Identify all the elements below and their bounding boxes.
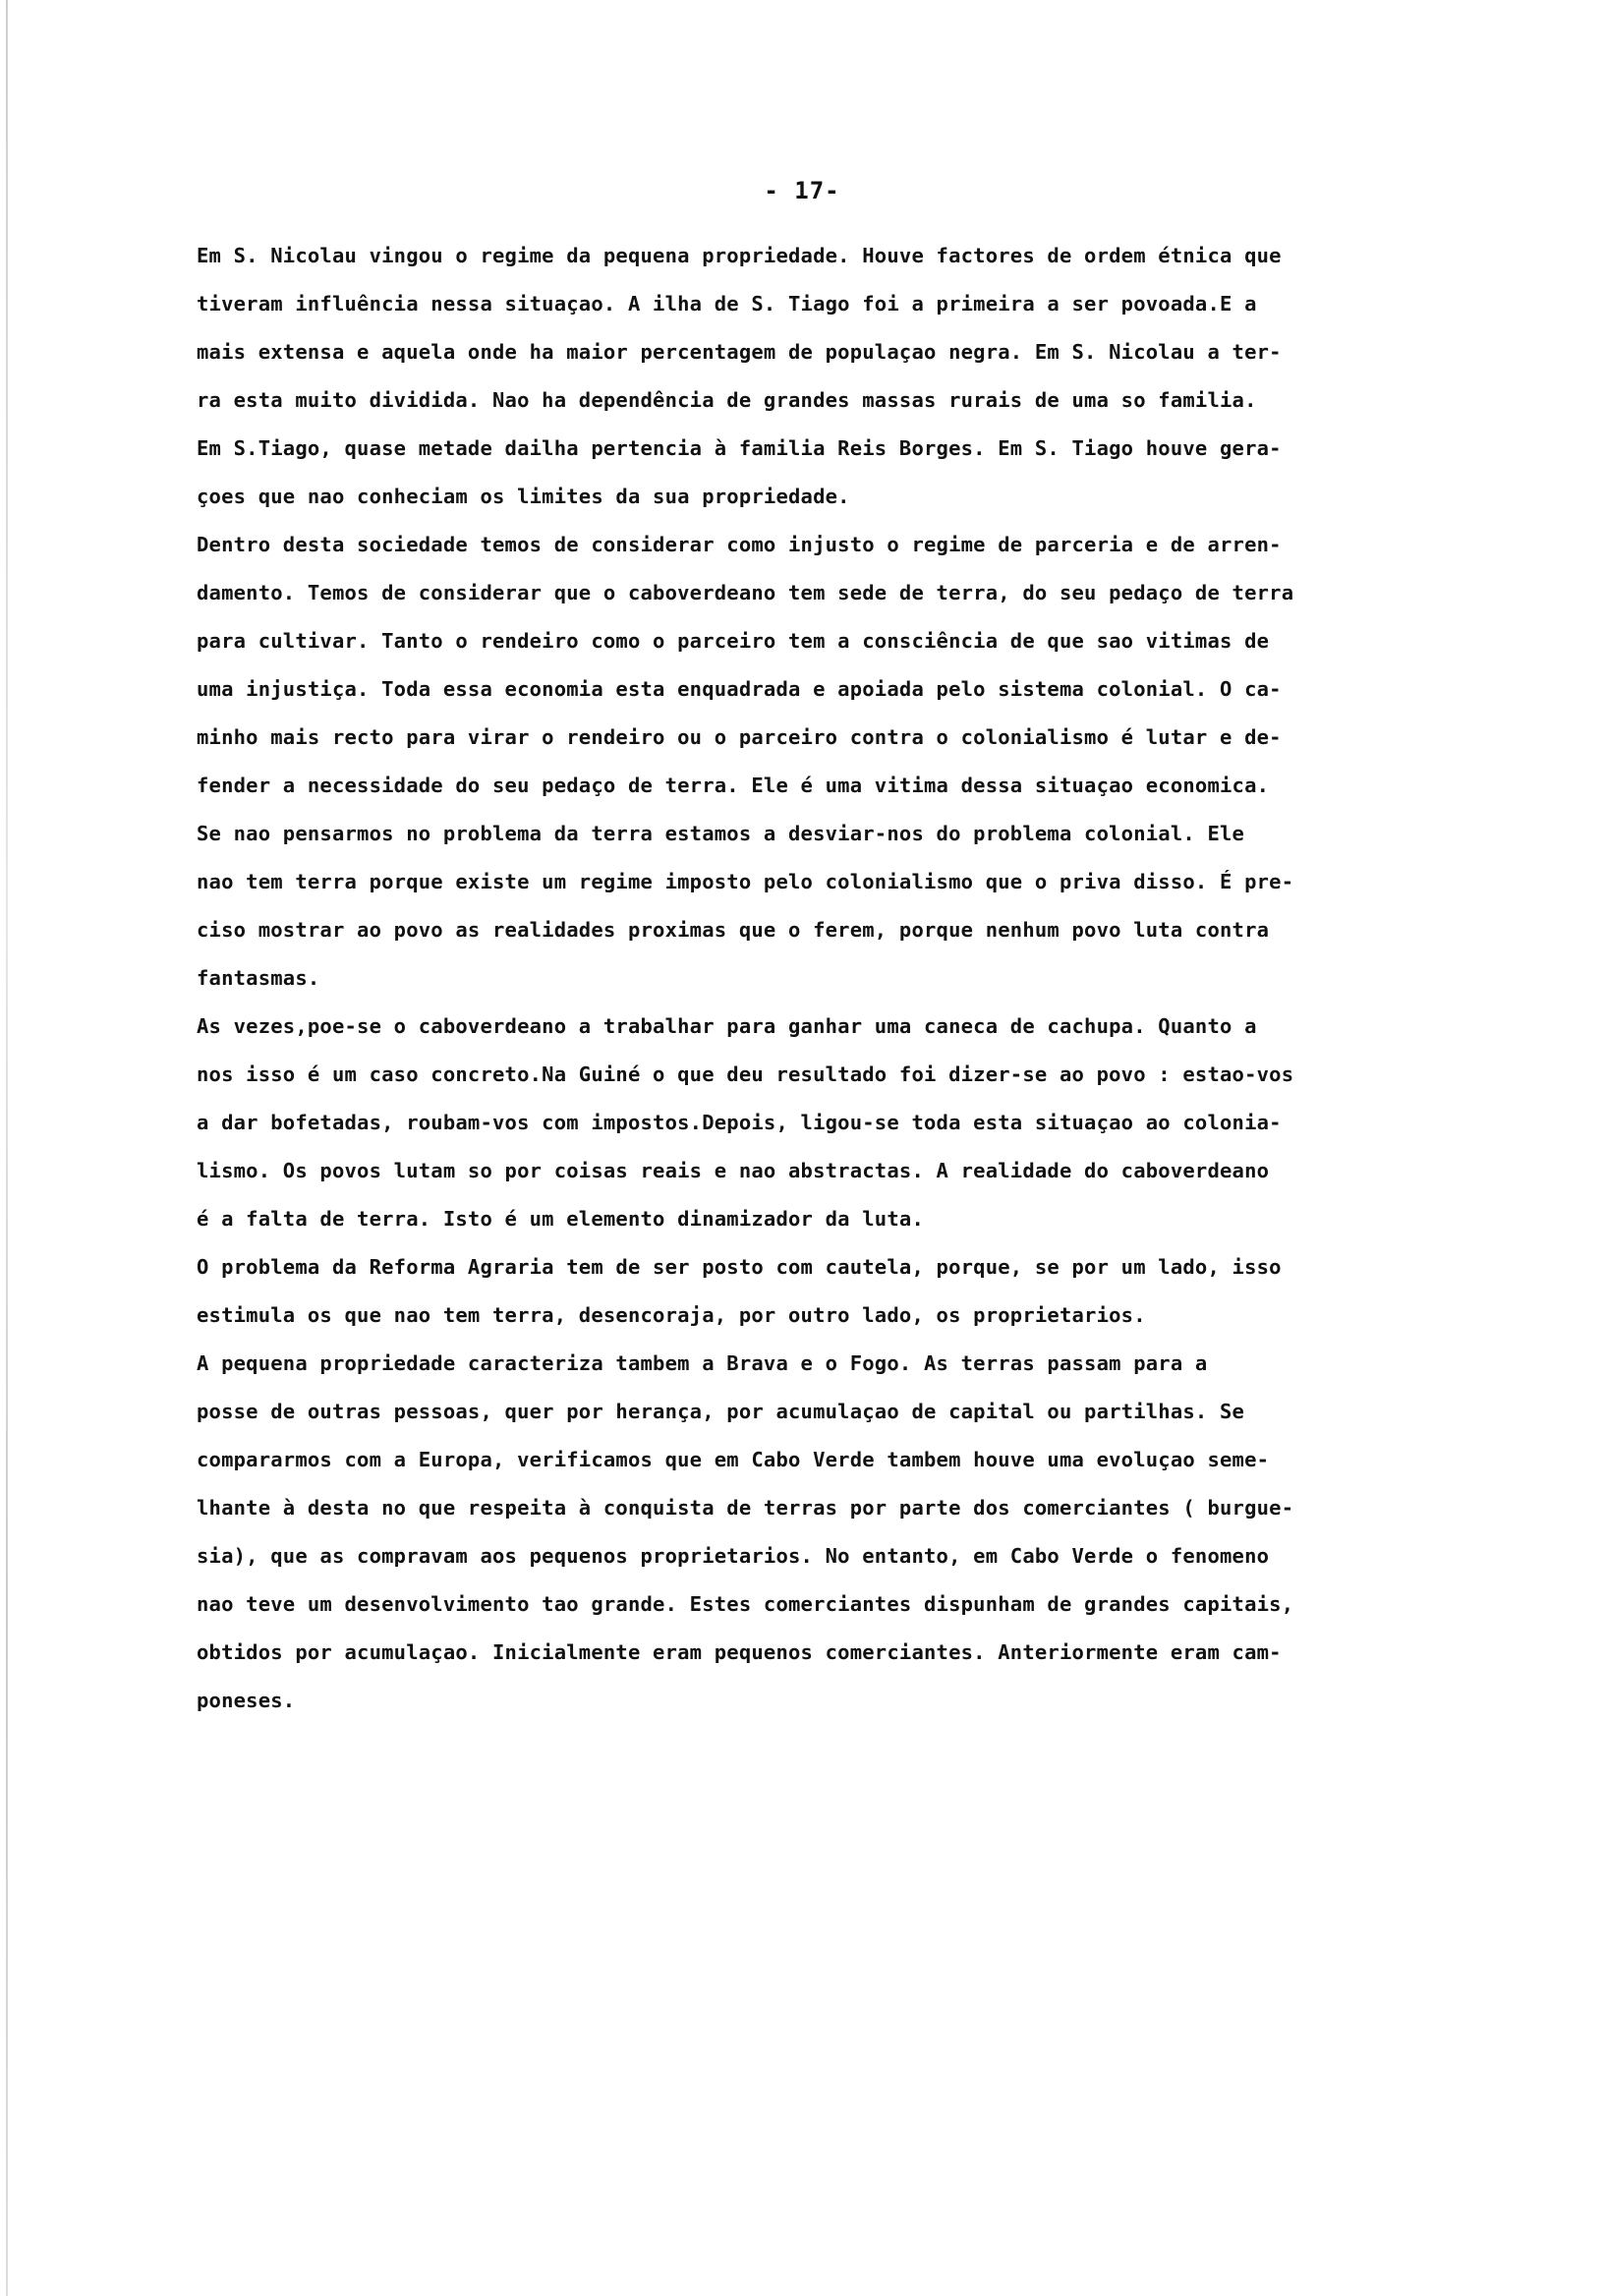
text-line: ra esta muito dividida. Nao ha dependência de grandes massas rurais de uma so familia. — [197, 388, 1257, 412]
text-line: Em S. Nicolau vingou o regime da pequena propriedade. Houve factores de ordem étnica que — [197, 244, 1282, 267]
text-line: çoes que nao conheciam os limites da sua propriedade. — [197, 485, 850, 508]
text-line: nos isso é um caso concreto.Na Guiné o que deu resultado foi dizer-se ao povo : estao-vos — [197, 1062, 1294, 1086]
text-line: A pequena propriedade caracteriza tambem a Brava e o Fogo. As terras passam para a — [197, 1351, 1208, 1375]
text-line: lismo. Os povos lutam so por coisas reais e nao abstractas. A realidade do caboverdeano — [197, 1159, 1270, 1182]
text-line: nao teve um desenvolvimento tao grande. Estes comerciantes dispunham de grandes capitais, — [197, 1592, 1294, 1616]
text-line: ciso mostrar ao povo as realidades proximas que o ferem, porque nenhum povo luta contra — [197, 918, 1270, 942]
text-line: sia), que as compravam aos pequenos proprietarios. No entanto, em Cabo Verde o fenomeno — [197, 1544, 1270, 1568]
text-line: estimula os que nao tem terra, desencoraja, por outro lado, os proprietarios. — [197, 1303, 1146, 1327]
text-line: mais extensa e aquela onde ha maior percentagem de populaçao negra. Em S. Nicolau a ter- — [197, 340, 1282, 364]
text-line: minho mais recto para virar o rendeiro ou o parceiro contra o colonialismo é lutar e de- — [197, 725, 1282, 749]
body-text — [197, 243, 1563, 1736]
text-line: nao tem terra porque existe um regime imposto pelo colonialismo que o priva disso. É pre- — [197, 870, 1294, 893]
scan-edge — [6, 0, 8, 2296]
text-line: damento. Temos de considerar que o caboverdeano tem sede de terra, do seu pedaço de terra — [197, 581, 1294, 604]
text-line: Dentro desta sociedade temos de considerar como injusto o regime de parceria e de arren- — [197, 533, 1282, 556]
text-line: O problema da Reforma Agraria tem de ser posto com cautela, porque, se por um lado, isso — [197, 1255, 1282, 1279]
text-line: para cultivar. Tanto o rendeiro como o parceiro tem a consciência de que sao vitimas de — [197, 629, 1270, 653]
text-line: é a falta de terra. Isto é um elemento dinamizador da luta. — [197, 1207, 924, 1231]
text-line: a dar bofetadas, roubam-vos com impostos.Depois, ligou-se toda esta situaçao ao colonia- — [197, 1111, 1282, 1134]
text-line: posse de outras pessoas, quer por herança, por acumulaçao de capital ou partilhas. Se — [197, 1400, 1245, 1423]
text-line: lhante à desta no que respeita à conquista de terras por parte dos comerciantes ( burgue- — [197, 1496, 1294, 1520]
page-number: - 17- — [764, 177, 840, 204]
text-line: Se nao pensarmos no problema da terra estamos a desviar-nos do problema colonial. Ele — [197, 822, 1245, 845]
text-line: compararmos com a Europa, verificamos que em Cabo Verde tambem houve uma evoluçao seme- — [197, 1448, 1270, 1471]
text-line: fender a necessidade do seu pedaço de terra. Ele é uma vitima dessa situaçao economica. — [197, 774, 1270, 797]
text-line: obtidos por acumulaçao. Inicialmente eram pequenos comerciantes. Anteriormente eram cam- — [197, 1640, 1282, 1664]
text-line: As vezes,poe-se o caboverdeano a trabalhar para ganhar uma caneca de cachupa. Quanto a — [197, 1014, 1257, 1038]
text-line: fantasmas. — [197, 966, 320, 990]
text-line: poneses. — [197, 1689, 296, 1712]
text-line: tiveram influência nessa situaçao. A ilha de S. Tiago foi a primeira a ser povoada.E a — [197, 292, 1257, 316]
text-line: uma injustiça. Toda essa economia esta enquadrada e apoiada pelo sistema colonial. O ca- — [197, 677, 1282, 701]
text-line: Em S.Tiago, quase metade dailha pertencia à familia Reis Borges. Em S. Tiago houve gera- — [197, 436, 1282, 460]
